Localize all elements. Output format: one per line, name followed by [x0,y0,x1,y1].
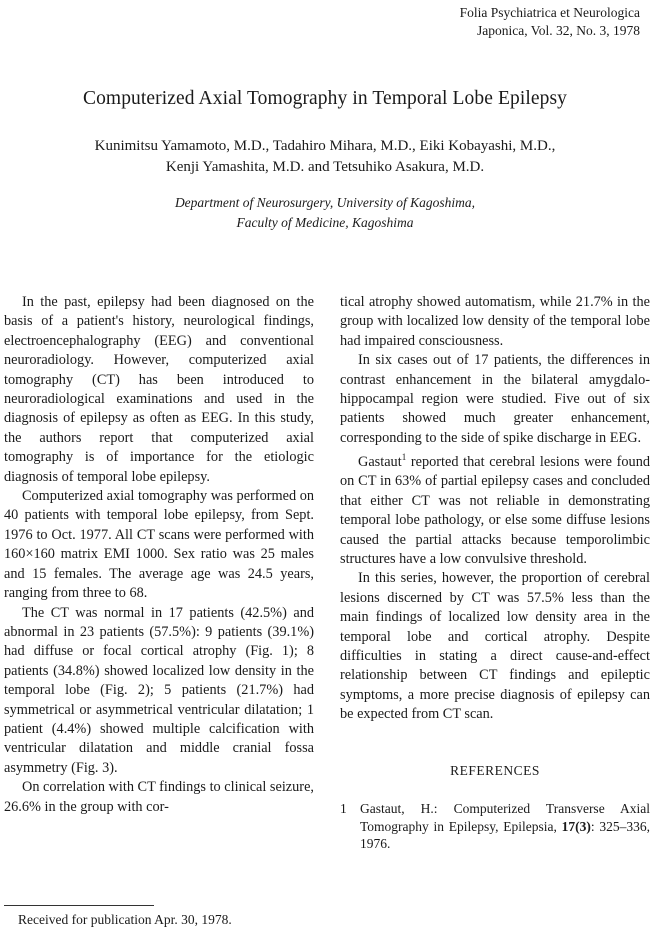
paragraph-correlation: On correlation with CT findings to clinical seizure, 26.6% in the group with cor- [4,779,314,815]
journal-citation [460,4,640,40]
left-column [4,293,314,817]
authors-line-1: Kunimitsu Yamamoto, M.D., Tadahiro Mihara, M.D., Eiki Kobayashi, M.D., [94,138,556,154]
reference-pages: : 325–336, 1976. [360,818,650,852]
paragraph-methods: Computerized axial tomography was performed on 40 patients with temporal lobe epilepsy, from Sept. 1976 to Oct. 1977. All CT scans were performed with 160×160 matrix EMI 1000. Sex ratio was 25 males and 15 females. The average age was 24.5 years, ranging from three to 68. [4,488,314,602]
paper-title: Computerized Axial Tomography in Temporal Lobe Epilepsy [82,88,568,109]
journal-volume: Japonica, Vol. 32, No. 3, 1978 [477,23,640,38]
footnote-rule [4,905,154,906]
reference-text: Gastaut, H.: Computerized Transverse Axial Tomography in Epilepsy, Epilepsia, [360,801,650,834]
reference-volume: 17(3) [561,818,591,834]
authors-line-2: Kenji Yamashita, M.D. and Tetsuhiko Asakura, M.D. [165,159,485,175]
paragraph-results: The CT was normal in 17 patients (42.5%) and abnormal in 23 patients (57.5%): 9 patients (39.1%) had diffuse or focal cortical atrophy (Fig. 1); 8 patients (34.8%) showed localized low density in the temporal lobe (Fig. 2); 5 patients (21.7%) had symmetrical or asymmetrical ventricular dilatation; 1 patient (4.4%) showed multiple calcification with ventricular dilatation and middle cranial fossa asymmetry (Fig. 3). [4,604,314,776]
affiliation-line-2: Faculty of Medicine, Kagoshima [236,215,414,230]
author-list [0,136,650,178]
paragraph-continuation: tical atrophy showed automatism, while 21.7% in the group with localized low density of the temporal lobe had impaired consciousness. [340,294,650,349]
paragraph-intro: In the past, epilepsy had been diagnosed on the basis of a patient's history, neurological findings, electroencephalography (EEG) and conventional neuroradiology. However, computerized axial tomography (CT) has been introduced to neuroradiological examinations and used in the diagnosis of epilepsy as often as EEG. In this study, the authors report that computerized axial tomography is of importance for the etiologic diagnosis of temporal lobe epilepsy. [4,294,314,485]
received-footnote: Received for publication Apr. 30, 1978. [18,912,232,927]
journal-name: Folia Psychiatrica et Neurologica [459,5,640,20]
paragraph-conclusion: In this series, however, the proportion of cerebral lesions discerned by CT was 57.5% less than the main findings of localized low density area in the temporal lobe and cortical atrophy. Despite difficulties in stating a direct cause-and-effect relationship between CT findings and epileptic symptoms, a more precise diagnosis of epilepsy can be expected from CT scan. [340,570,650,723]
affiliation [0,193,650,233]
affiliation-line-1: Department of Neurosurgery, University of Kagoshima, [174,195,476,210]
gastaut-text: reported that cerebral lesions were found on CT in 63% of partial epilepsy cases and concluded that either CT was not reliable in demonstrating temporal lobe pathology, or else some diffuse lesions caused the partial attacks because temporolimbic structures have a low convulsive threshold. [340,454,650,568]
paragraph-gastaut [340,448,650,569]
paragraph-enhancement: In six cases out of 17 patients, the differences in contrast enhancement in the bilateral amygdalo-hippocampal region were studied. Five out of six patients showed much greater enhancement, corresponding to the side of spike discharge in EEG. [340,352,650,446]
citation-marker: 1 [401,452,407,463]
reference-number: 1 [340,801,347,817]
reference-item [340,800,650,853]
right-column [340,293,650,853]
references-heading: REFERENCES [450,762,540,778]
gastaut-citation: Gastaut [358,454,402,471]
